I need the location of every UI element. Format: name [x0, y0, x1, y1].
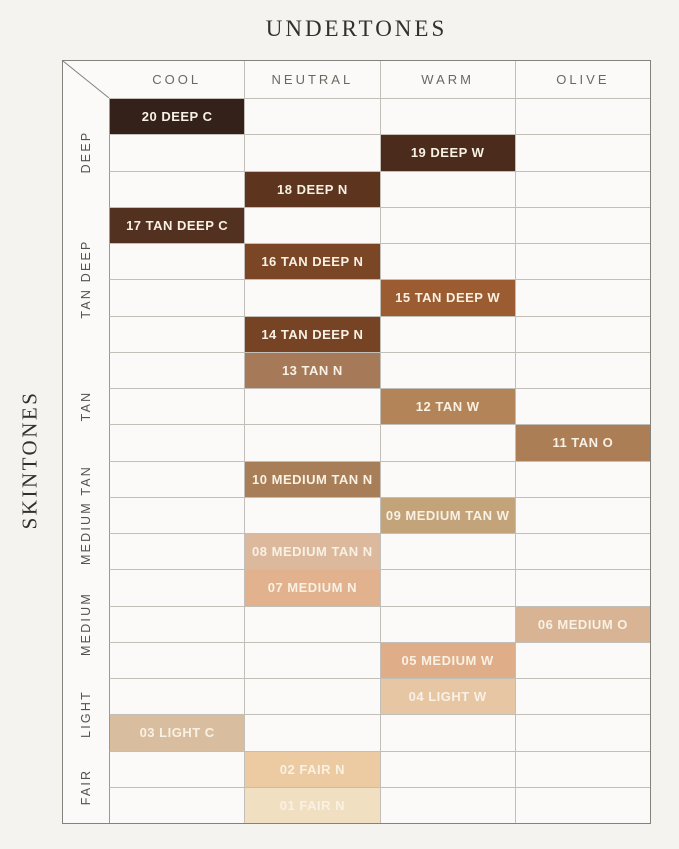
skintone-group-label-tan-deep: TAN DEEP	[79, 239, 93, 319]
empty-cell	[515, 642, 650, 678]
shade-swatch	[244, 461, 379, 497]
shade-swatch	[380, 497, 515, 533]
undertone-column-header-warm: WARM	[380, 61, 515, 98]
shade-label: 01 FAIR N	[279, 797, 345, 813]
skintone-group-label-deep: DEEP	[79, 130, 93, 174]
empty-cell	[380, 461, 515, 497]
skintones-axis-label: SKINTONES	[17, 390, 42, 530]
empty-cell	[380, 424, 515, 460]
shade-label: 04 LIGHT W	[408, 689, 487, 705]
shade-label: 10 MEDIUM TAN N	[252, 471, 373, 487]
empty-cell	[109, 388, 244, 424]
shade-label: 17 TAN DEEP C	[126, 217, 229, 233]
empty-cell	[515, 134, 650, 170]
empty-cell	[380, 569, 515, 605]
empty-cell	[380, 751, 515, 787]
shade-label: 07 MEDIUM N	[267, 580, 358, 596]
shade-swatch	[109, 207, 244, 243]
empty-cell	[109, 751, 244, 787]
shade-swatch	[244, 316, 379, 352]
shade-swatch	[244, 751, 379, 787]
empty-cell	[109, 569, 244, 605]
empty-cell	[380, 787, 515, 823]
shade-swatch	[244, 569, 379, 605]
shade-label: 15 TAN DEEP W	[395, 290, 501, 306]
empty-cell	[380, 316, 515, 352]
shade-swatch	[380, 678, 515, 714]
shade-swatch	[380, 134, 515, 170]
empty-cell	[109, 171, 244, 207]
empty-cell	[515, 569, 650, 605]
empty-cell	[380, 243, 515, 279]
corner-cell	[63, 61, 109, 98]
shade-label: 11 TAN O	[552, 435, 614, 451]
shade-swatch	[244, 787, 379, 823]
empty-cell	[244, 424, 379, 460]
shade-swatch	[515, 424, 650, 460]
empty-cell	[244, 642, 379, 678]
empty-cell	[380, 714, 515, 750]
empty-cell	[244, 279, 379, 315]
empty-cell	[109, 642, 244, 678]
empty-cell	[515, 388, 650, 424]
empty-cell	[109, 533, 244, 569]
empty-cell	[515, 497, 650, 533]
skintone-group-label-medium-tan: MEDIUM TAN	[79, 464, 93, 565]
shade-label: 18 DEEP N	[277, 181, 348, 197]
empty-cell	[244, 714, 379, 750]
empty-cell	[515, 207, 650, 243]
empty-cell	[244, 134, 379, 170]
undertone-column-header-olive: OLIVE	[515, 61, 650, 98]
shade-swatch	[109, 98, 244, 134]
empty-cell	[515, 461, 650, 497]
empty-cell	[515, 678, 650, 714]
empty-cell	[244, 678, 379, 714]
undertone-column-header-cool: COOL	[152, 72, 202, 87]
empty-cell	[515, 171, 650, 207]
empty-cell	[515, 98, 650, 134]
empty-cell	[109, 279, 244, 315]
empty-cell	[109, 316, 244, 352]
empty-cell	[244, 98, 379, 134]
shade-swatch	[244, 171, 379, 207]
empty-cell	[244, 606, 379, 642]
empty-cell	[109, 243, 244, 279]
empty-cell	[380, 533, 515, 569]
skintone-group-label-tan: TAN	[79, 390, 93, 422]
shade-label: 08 MEDIUM TAN N	[252, 544, 373, 560]
empty-cell	[380, 352, 515, 388]
shade-label: 06 MEDIUM O	[537, 616, 628, 632]
empty-cell	[244, 207, 379, 243]
empty-cell	[244, 388, 379, 424]
empty-cell	[109, 352, 244, 388]
empty-cell	[515, 279, 650, 315]
shade-swatch	[244, 352, 379, 388]
empty-cell	[515, 714, 650, 750]
empty-cell	[515, 316, 650, 352]
shade-grid	[62, 60, 651, 824]
skintone-group-label-medium: MEDIUM	[79, 591, 93, 656]
corner-diagonal-line	[63, 61, 109, 98]
empty-cell	[515, 352, 650, 388]
empty-cell	[380, 207, 515, 243]
shade-label: 05 MEDIUM W	[401, 652, 494, 668]
empty-cell	[380, 606, 515, 642]
skintone-group-label-fair: FAIR	[79, 768, 93, 806]
shade-swatch	[515, 606, 650, 642]
undertones-title: UNDERTONES	[265, 16, 448, 41]
shade-swatch	[380, 279, 515, 315]
shade-swatch	[380, 388, 515, 424]
empty-cell	[109, 424, 244, 460]
shade-swatch	[380, 642, 515, 678]
empty-cell	[515, 243, 650, 279]
empty-cell	[515, 787, 650, 823]
undertone-column-header-neutral: NEUTRAL	[244, 61, 379, 98]
shade-label: 16 TAN DEEP N	[261, 254, 364, 270]
empty-cell	[380, 171, 515, 207]
empty-cell	[515, 751, 650, 787]
empty-cell	[515, 533, 650, 569]
empty-cell	[380, 98, 515, 134]
shade-label: 02 FAIR N	[279, 761, 345, 777]
empty-cell	[109, 497, 244, 533]
shade-swatch	[244, 243, 379, 279]
empty-cell	[109, 134, 244, 170]
shade-swatch	[109, 714, 244, 750]
shade-label: 12 TAN W	[415, 399, 480, 415]
empty-cell	[109, 787, 244, 823]
shade-label: 03 LIGHT C	[139, 725, 215, 741]
empty-cell	[109, 461, 244, 497]
shade-label: 19 DEEP W	[410, 145, 485, 161]
shade-label: 14 TAN DEEP N	[261, 326, 364, 342]
shade-label: 13 TAN N	[281, 362, 343, 378]
shade-label: 09 MEDIUM TAN W	[385, 507, 510, 523]
skintone-group-label-light: LIGHT	[79, 690, 93, 739]
empty-cell	[244, 497, 379, 533]
shade-label: 20 DEEP C	[141, 109, 213, 125]
empty-cell	[109, 606, 244, 642]
shade-swatch	[244, 533, 379, 569]
empty-cell	[109, 678, 244, 714]
